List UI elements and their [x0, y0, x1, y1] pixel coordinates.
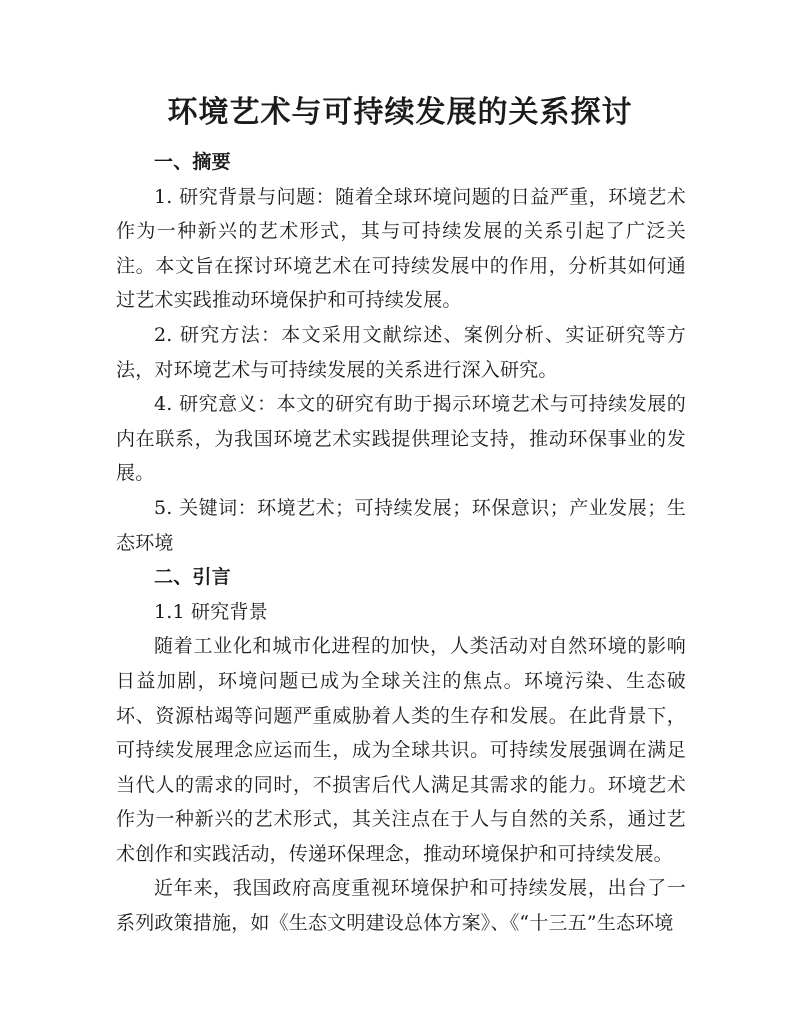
document-title: 环境艺术与可持续发展的关系探讨 [167, 95, 633, 130]
abstract-item-method: 2. 研究方法：本文采用文献综述、案例分析、实证研究等方法，对环境艺术与可持续发展的关系进行深入研究。 [116, 323, 686, 381]
intro-paragraph-2: 近年来，我国政府高度重视环境保护和可持续发展，出台了一系列政策措施，如《生态文明建设总体方案》、《“十三五”生态环境 [116, 877, 686, 935]
subsection-heading-background: 1.1 研究背景 [154, 600, 268, 623]
intro-paragraph-1: 随着工业化和城市化进程的加快，人类活动对自然环境的影响日益加剧，环境问题已成为全球关注的焦点。环境污染、生态破坏、资源枯竭等问题严重威胁着人类的生存和发展。在此背景下，可持续发展理念应运而生，成为全球共识。可持续发展强调在满足当代人的需求的同时，不损害后代人满足其需求的能力。环境艺术作为一种新兴的艺术形式，其关注点在于人与自然的关系，通过艺术创作和实践活动，传递环保理念，推动环境保护和可持续发展。 [116, 635, 686, 865]
section-heading-abstract: 一、摘要 [154, 151, 231, 173]
abstract-item-significance: 4. 研究意义：本文的研究有助于揭示环境艺术与可持续发展的内在联系，为我国环境艺术实践提供理论支持，推动环保事业的发展。 [116, 393, 686, 485]
abstract-item-background: 1. 研究背景与问题：随着全球环境问题的日益严重，环境艺术作为一种新兴的艺术形式，其与可持续发展的关系引起了广泛关注。本文旨在探讨环境艺术在可持续发展中的作用，分析其如何通过艺术实践推动环境保护和可持续发展。 [116, 185, 686, 312]
document-body [116, 145, 686, 941]
section-heading-introduction: 二、引言 [154, 566, 231, 589]
abstract-item-keywords: 5. 关键词：环境艺术；可持续发展；环保意识；产业发展；生态环境 [116, 496, 686, 554]
